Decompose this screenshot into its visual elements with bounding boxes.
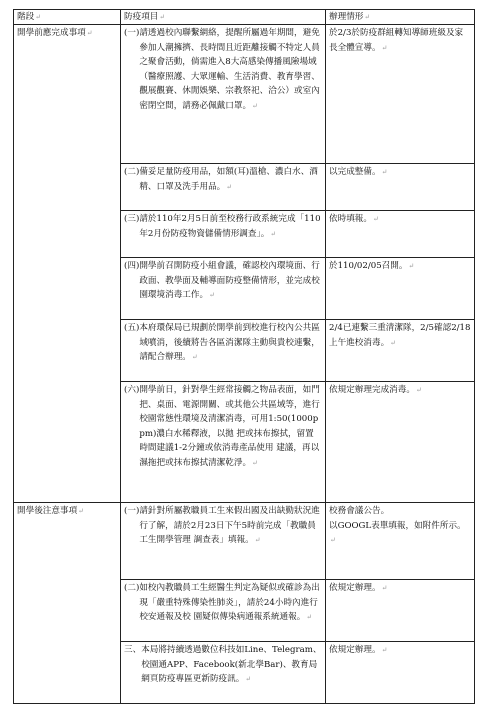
status-cell: 依規定辦理完成消毒。↵ [326, 382, 475, 503]
header-status: 辦理情形↵ [326, 10, 475, 25]
item-cell: (二) 備妥足量防疫用品，如額(耳)溫槍、濃白水、酒精、口罩及洗手用品。↵ [121, 164, 326, 211]
status-cell: 依規定辦理。↵ [326, 642, 475, 704]
table-header-row [14, 10, 475, 25]
status-cell: 以完成整備。↵ [326, 164, 475, 211]
item-text: 開學前召開防疫小組會議，確認校內環境面、行政面、教學面及輔導面防疫整備情形，並完成校園環境消毒工作。 [139, 261, 320, 301]
stage-cell: 開學前應完成事項↵ [14, 25, 121, 503]
table-row [14, 25, 475, 164]
stage-cell: 開學後注意事項↵ [14, 503, 121, 704]
item-cell: (一) 請透過校內聯繫網絡，提醒所屬過年期間，避免參加人潮擁擠、長時間且近距離接觸不特定人員之聚會活動，倘需進入8大高感染傳播風險場域（醫療照護、大眾運輸、生活消費、教育學習、觀展觀賽、休閒娛樂、宗教祭祀、洽公）或室內密閉空間，請務必佩戴口罩。↵ [121, 25, 326, 164]
item-text: 本局將持續透過數位科技如Line、Telegram、校園通APP、Facebook(新北學Bar)、教育局網頁防疫專區更新防疫訊。 [141, 645, 322, 685]
header-item: 防疫項目↵ [121, 10, 326, 25]
item-cell: (二) 如校內教職員工生經醫生判定為疑似或確診為出現「嚴重特殊傳染性肺炎」，請於24小時內進行校安通報及校 園疑似傳染病通報系統通報。↵ [121, 580, 326, 642]
item-marker: (四) [124, 261, 140, 271]
item-text: 請針對所屬教職員工生來假出國及出缺勤狀況進行了解，請於2月23日下午5時前完成「教職員工生開學管理 調查表」填報。 [139, 506, 320, 546]
header-stage: 階段↵ [14, 10, 121, 25]
status-cell: 校務會議公告。 以GOOGL表單填報，如附件所示。↵ [326, 503, 475, 580]
item-cell: (一) 請針對所屬教職員工生來假出國及出缺勤狀況進行了解，請於2月23日下午5時前完成「教職員工生開學管理 調查表」填報。↵ [121, 503, 326, 580]
item-cell: (六) 開學前日，針對學生經常接觸之物品表面，如門把、桌面、電源開關、或其他公共區域等，進行校園常態性環境及清潔消毒，可用1:50(1000ppm)濃白水稀釋液，以拋 把或抹布擦拭，留置時間建議1-2分鐘或依消毒產品使用 建議，再以濕拖把或抹布擦拭清潔乾淨。↵ [121, 382, 326, 503]
item-marker: 三、 [124, 645, 142, 655]
item-cell: (五) 本府環保局已規劃於開學前到校進行校內公共區域噴消，後續將告各區消潔隊主動與貴校連繫，請配合辦理。↵ [121, 320, 326, 382]
item-marker: (二) [124, 583, 140, 593]
table-row [14, 503, 475, 580]
item-cell: (四) 開學前召開防疫小組會議，確認校內環境面、行政面、教學面及輔導面防疫整備情形，並完成校園環境消毒工作。↵ [121, 258, 326, 320]
status-cell: 依規定辦理。↵ [326, 580, 475, 642]
status-cell: 依時填報。↵ [326, 211, 475, 258]
item-marker: (三) [124, 214, 140, 224]
item-marker: (六) [124, 385, 140, 395]
item-text: 如校內教職員工生經醫生判定為疑似或確診為出現「嚴重特殊傳染性肺炎」，請於24小時內進行校安通報及校 園疑似傳染病通報系統通報。 [139, 583, 320, 623]
item-text: 備妥足量防疫用品，如額(耳)溫槍、濃白水、酒精、口罩及洗手用品。 [139, 167, 318, 192]
item-cell: (三) 請於110年2月5日前至校務行政系統完成「110年2月份防疫物資儲備情形調查」。↵ [121, 211, 326, 258]
status-cell: 於2/3於防疫群組轉知導師班級及家長全體宣導。↵ [326, 25, 475, 164]
item-cell: 三、 本局將持續透過數位科技如Line、Telegram、校園通APP、Facebook(新北學Bar)、教育局網頁防疫專區更新防疫訊。↵ [121, 642, 326, 704]
item-marker: (一) [124, 28, 140, 38]
status-cell: 2/4已連繫三重清潔隊，2/5確認2/18上午進校消毒。↵ [326, 320, 475, 382]
item-marker: (一) [124, 506, 140, 516]
item-text: 開學前日，針對學生經常接觸之物品表面，如門把、桌面、電源開關、或其他公共區域等，進行校園常態性環境及清潔消毒，可用1:50(1000ppm)濃白水稀釋液，以拋 把或抹布擦拭，留置時間建議1-2分鐘或依消毒產品使用 建議，再以濕拖把或抹布擦拭清潔乾淨。 [139, 385, 320, 468]
item-text: 本府環保局已規劃於開學前到校進行校內公共區域噴消，後續將告各區消潔隊主動與貴校連繫，請配合辦理。 [139, 323, 320, 363]
item-marker: (二) [124, 167, 140, 177]
item-text: 請透過校內聯繫網絡，提醒所屬過年期間，避免參加人潮擁擠、長時間且近距離接觸不特定人員之聚會活動，倘需進入8大高感染傳播風險場域（醫療照護、大眾運輸、生活消費、教育學習、觀展觀賽、休閒娛樂、宗教祭祀、洽公）或室內密閉空間，請務必佩戴口罩。 [139, 28, 320, 111]
epidemic-prevention-table [13, 9, 475, 704]
item-text: 請於110年2月5日前至校務行政系統完成「110年2月份防疫物資儲備情形調查」。 [139, 214, 321, 239]
status-cell: 於110/02/05召開。↵ [326, 258, 475, 320]
item-marker: (五) [124, 323, 140, 333]
